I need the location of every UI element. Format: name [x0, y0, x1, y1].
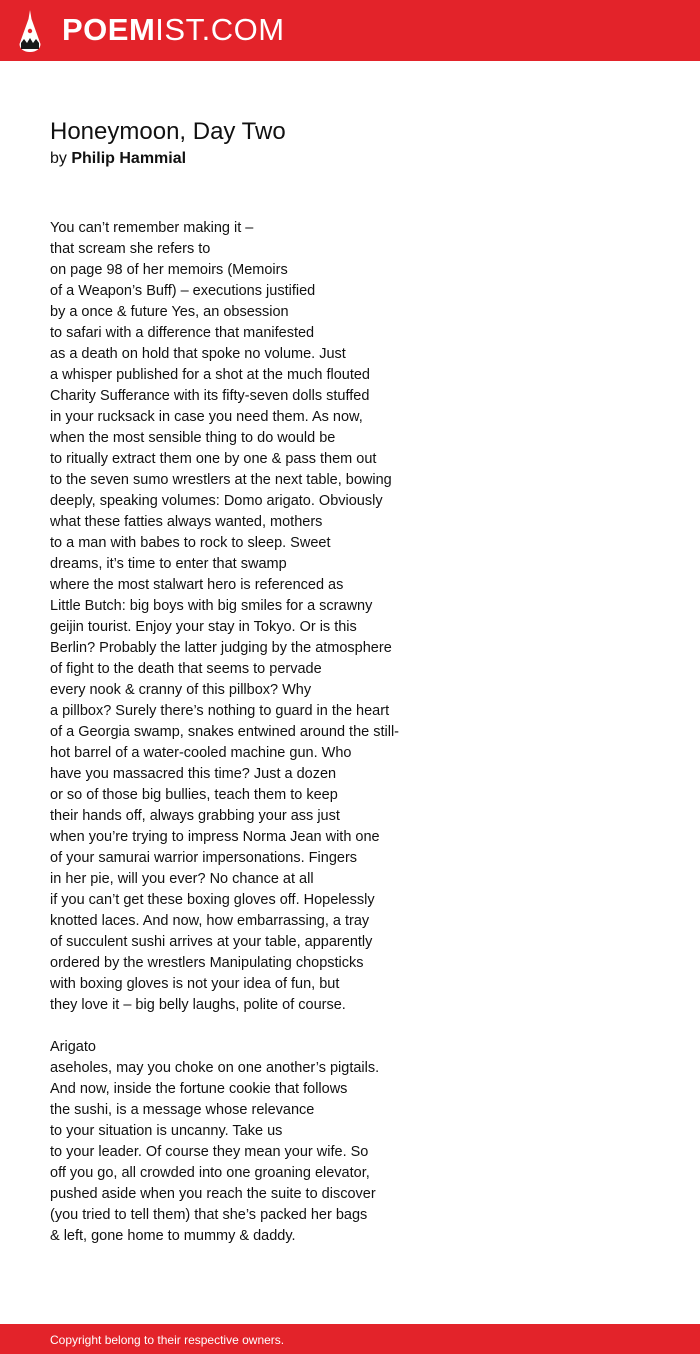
poem-line: when the most sensible thing to do would be	[50, 430, 336, 446]
poem-line: on page 98 of her memoirs (Memoirs	[50, 262, 288, 278]
poem-line: to ritually extract them one by one & pass them out	[50, 451, 377, 467]
poem-byline	[50, 148, 186, 170]
poem-line: in your rucksack in case you need them. As now,	[50, 409, 363, 425]
poem-line: every nook & cranny of this pillbox? Why	[50, 682, 312, 698]
poem-line: that scream she refers to	[50, 241, 211, 257]
poem-line: they love it – big belly laughs, polite of course.	[50, 997, 346, 1013]
site-header	[0, 0, 700, 61]
poem-line: to your leader. Of course they mean your wife. So	[50, 1144, 369, 1160]
poem-line: what these fatties always wanted, mothers	[50, 514, 323, 530]
poem-line: pushed aside when you reach the suite to discover	[50, 1186, 376, 1202]
poem-line: to a man with babes to rock to sleep. Sweet	[50, 535, 331, 551]
poem-line: as a death on hold that spoke no volume. Just	[50, 346, 346, 362]
poem-line: to safari with a difference that manifested	[50, 325, 315, 341]
poem-line: a whisper published for a shot at the much flouted	[50, 367, 370, 383]
poem-line: where the most stalwart hero is referenced as	[50, 577, 344, 593]
poem-line: to the seven sumo wrestlers at the next table, bowing	[50, 472, 392, 488]
poem-line: have you massacred this time? Just a dozen	[50, 766, 337, 782]
poem-stanza	[50, 218, 650, 1016]
poem-line: when you’re trying to impress Norma Jean with one	[50, 829, 380, 845]
poem-line: of succulent sushi arrives at your table, apparently	[50, 934, 373, 950]
poem-line: You can’t remember making it –	[50, 220, 254, 236]
poem-line: of a Georgia swamp, snakes entwined around the still-	[50, 724, 399, 740]
copyright-notice: Copyright belong to their respective owners.	[50, 1333, 285, 1347]
poem-line: or so of those big bullies, teach them to keep	[50, 787, 338, 803]
poem-line: if you can’t get these boxing gloves off. Hopelessly	[50, 892, 375, 908]
logo-text-bold: POEM	[62, 12, 156, 47]
pen-nib-icon	[16, 9, 44, 53]
poem-line: hot barrel of a water-cooled machine gun. Who	[50, 745, 352, 761]
poem-body	[50, 218, 650, 1247]
poem-title: Honeymoon, Day Two	[50, 118, 286, 145]
poem-line: by a once & future Yes, an obsession	[50, 304, 289, 320]
poem-line: ordered by the wrestlers Manipulating chopsticks	[50, 955, 364, 971]
poem-line: in her pie, will you ever? No chance at all	[50, 871, 314, 887]
author-link[interactable]: Philip Hammial	[71, 150, 187, 167]
poem-stanza	[50, 1037, 650, 1247]
logo-text-light: IST.COM	[155, 12, 285, 47]
poem-line: aseholes, may you choke on one another’s pigtails.	[50, 1060, 380, 1076]
poem-line: off you go, all crowded into one groaning elevator,	[50, 1165, 370, 1181]
poem-line: of fight to the death that seems to pervade	[50, 661, 322, 677]
poem-line: knotted laces. And now, how embarrassing, a tray	[50, 913, 370, 929]
poem-line: to your situation is uncanny. Take us	[50, 1123, 283, 1139]
poem-line: deeply, speaking volumes: Domo arigato. Obviously	[50, 493, 383, 509]
poem-line: And now, inside the fortune cookie that follows	[50, 1081, 348, 1097]
poem-line: a pillbox? Surely there’s nothing to guard in the heart	[50, 703, 390, 719]
site-footer	[0, 1324, 700, 1354]
byline-prefix: by	[50, 150, 67, 167]
poem-line: of a Weapon’s Buff) – executions justified	[50, 283, 316, 299]
poem-line: dreams, it’s time to enter that swamp	[50, 556, 287, 572]
poem-line: Charity Sufferance with its fifty-seven dolls stuffed	[50, 388, 370, 404]
poem-line: of your samurai warrior impersonations. Fingers	[50, 850, 358, 866]
site-logo-text	[62, 12, 285, 48]
poem-line: Berlin? Probably the latter judging by the atmosphere	[50, 640, 392, 656]
poem-line: the sushi, is a message whose relevance	[50, 1102, 315, 1118]
poem-line: geijin tourist. Enjoy your stay in Tokyo. Or is this	[50, 619, 357, 635]
poem-line: & left, gone home to mummy & daddy.	[50, 1228, 296, 1244]
poem-line: their hands off, always grabbing your ass just	[50, 808, 340, 824]
poem-line: (you tried to tell them) that she’s packed her bags	[50, 1207, 368, 1223]
poem-line: Arigato	[50, 1039, 96, 1055]
poem-line: Little Butch: big boys with big smiles for a scrawny	[50, 598, 373, 614]
poem-line: with boxing gloves is not your idea of fun, but	[50, 976, 340, 992]
